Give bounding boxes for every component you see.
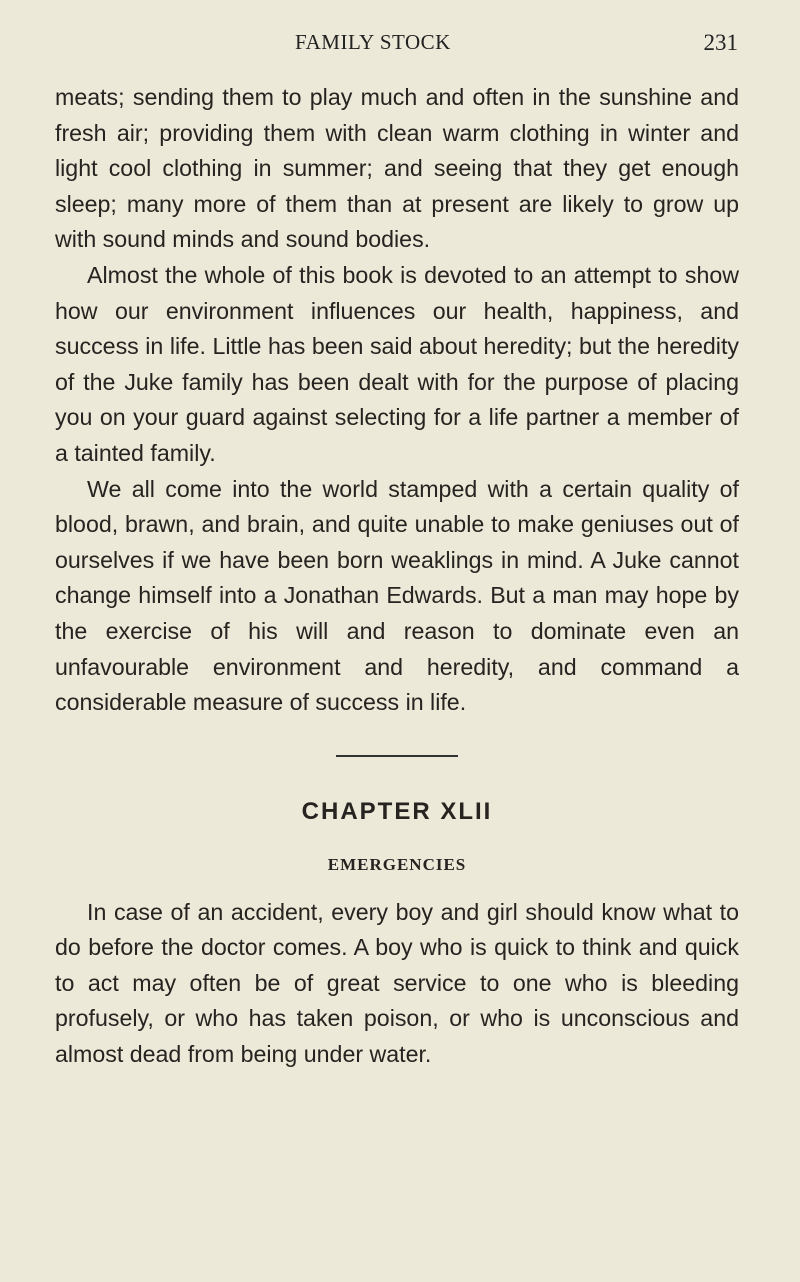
paragraph-emergencies: In case of an accident, every boy and girl should know what to do before the doctor comes. A boy who is quick to think and quick to act may often be of great service to one who is bleeding profusely, or who has taken poison, or who is unconscious and almost dead from being under water. [55, 898, 739, 1068]
chapter-title: CHAPTER XLII [301, 797, 493, 825]
paragraph-continuation: meats; sending them to play much and often in the sunshine and fresh air; providing them with clean warm clothing in winter and light cool clothing in summer; and seeing that they get enough sleep; many more of them than at present are likely to grow up with sound minds and sound bodies. [55, 84, 739, 253]
paragraph-heredity: Almost the whole of this book is devoted to an attempt to show how our environment influences our health, happiness, and success in life. Little has been said about heredity; but the heredity of the Juke family has been dealt with for the purpose of placing you on your guard against selecting for a life partner a member of a tainted family. [55, 261, 739, 466]
paragraph-quality-of-blood: We all come into the world stamped with a certain quality of blood, brawn, and brain, and quite unable to make geniuses out of ourselves if we have been born weaklings in mind. A Juke cannot change himself into a Jonathan Edwards. But a man may hope by the exercise of his will and reason to dominate even an unfavourable environment and heredity, and command a considerable measure of success in life. [55, 475, 739, 716]
section-divider [336, 755, 458, 757]
running-head [0, 30, 800, 60]
chapter-subtitle: EMERGENCIES [327, 854, 467, 874]
running-title: FAMILY STOCK [295, 30, 451, 54]
body-text [55, 80, 739, 1073]
page-number: 231 [703, 30, 738, 55]
